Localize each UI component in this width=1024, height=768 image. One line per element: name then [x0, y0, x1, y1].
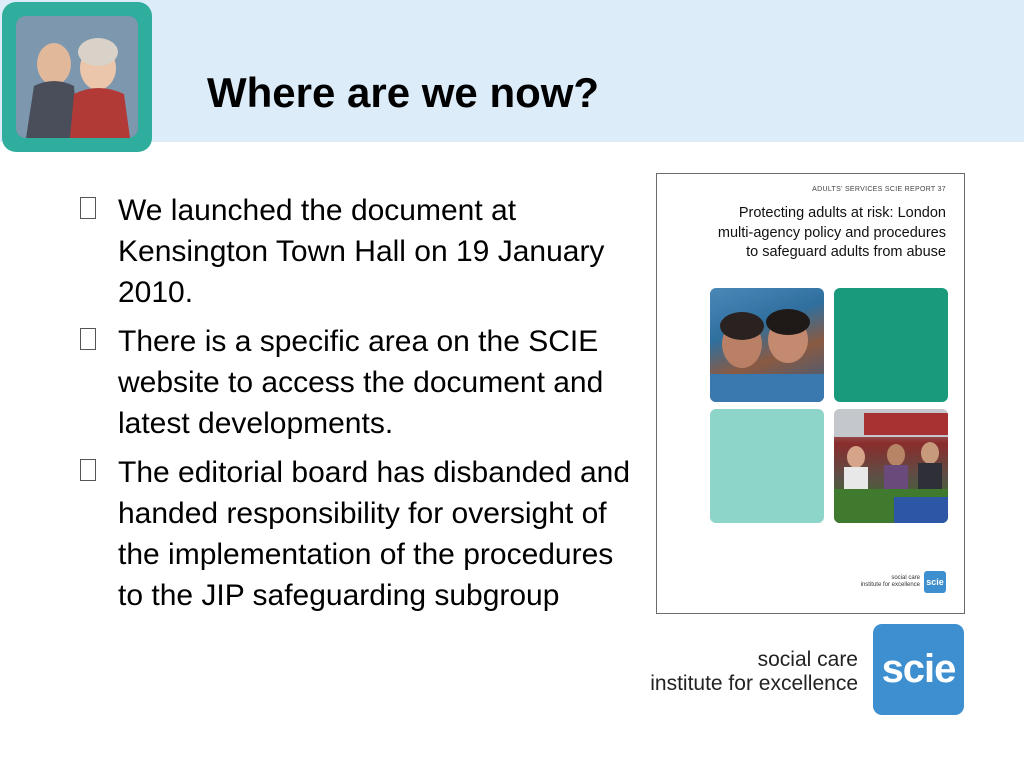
slide-title: Where are we now? — [207, 69, 600, 116]
report-brand-line2: institute for excellence — [860, 582, 920, 588]
green-tile — [834, 288, 948, 402]
bullet-marker-icon — [80, 197, 96, 219]
header-photo-frame — [2, 2, 152, 152]
report-brand — [861, 571, 946, 593]
bullet-item — [78, 190, 638, 313]
report-brand-line1: social care — [891, 575, 920, 581]
bullet-marker-icon — [80, 459, 96, 481]
org-name — [620, 648, 858, 696]
bullet-list — [78, 190, 638, 624]
bullet-text: The editorial board has disbanded and handed responsibility for oversight of the implementation of the procedures to the JIP safeguarding subgroup — [118, 456, 631, 612]
org-name-line1: social care — [757, 648, 858, 671]
report-title: Protecting adults at risk: London multi-agency policy and procedures to safeguard adults from abuse — [717, 205, 946, 260]
swimming-photo-tile — [710, 288, 824, 402]
bullet-text: We launched the document at Kensington Town Hall on 19 January 2010. — [118, 194, 605, 309]
elderly-couple-photo — [16, 16, 138, 138]
bullet-marker-icon — [80, 328, 96, 350]
bullet-item — [78, 452, 638, 616]
bullet-text: There is a specific area on the SCIE website to access the document and latest developments. — [118, 325, 604, 440]
report-brand-text — [861, 575, 920, 589]
report-cover-image — [656, 173, 965, 614]
mint-tile — [710, 409, 824, 523]
market-photo-tile — [834, 409, 948, 523]
report-scie-logo: scie — [924, 571, 946, 593]
report-series-label: ADULTS' SERVICES SCIE REPORT 37 — [812, 186, 946, 193]
bullet-item — [78, 321, 638, 444]
org-name-line2: institute for excellence — [650, 672, 858, 695]
scie-logo: scie — [873, 624, 964, 715]
